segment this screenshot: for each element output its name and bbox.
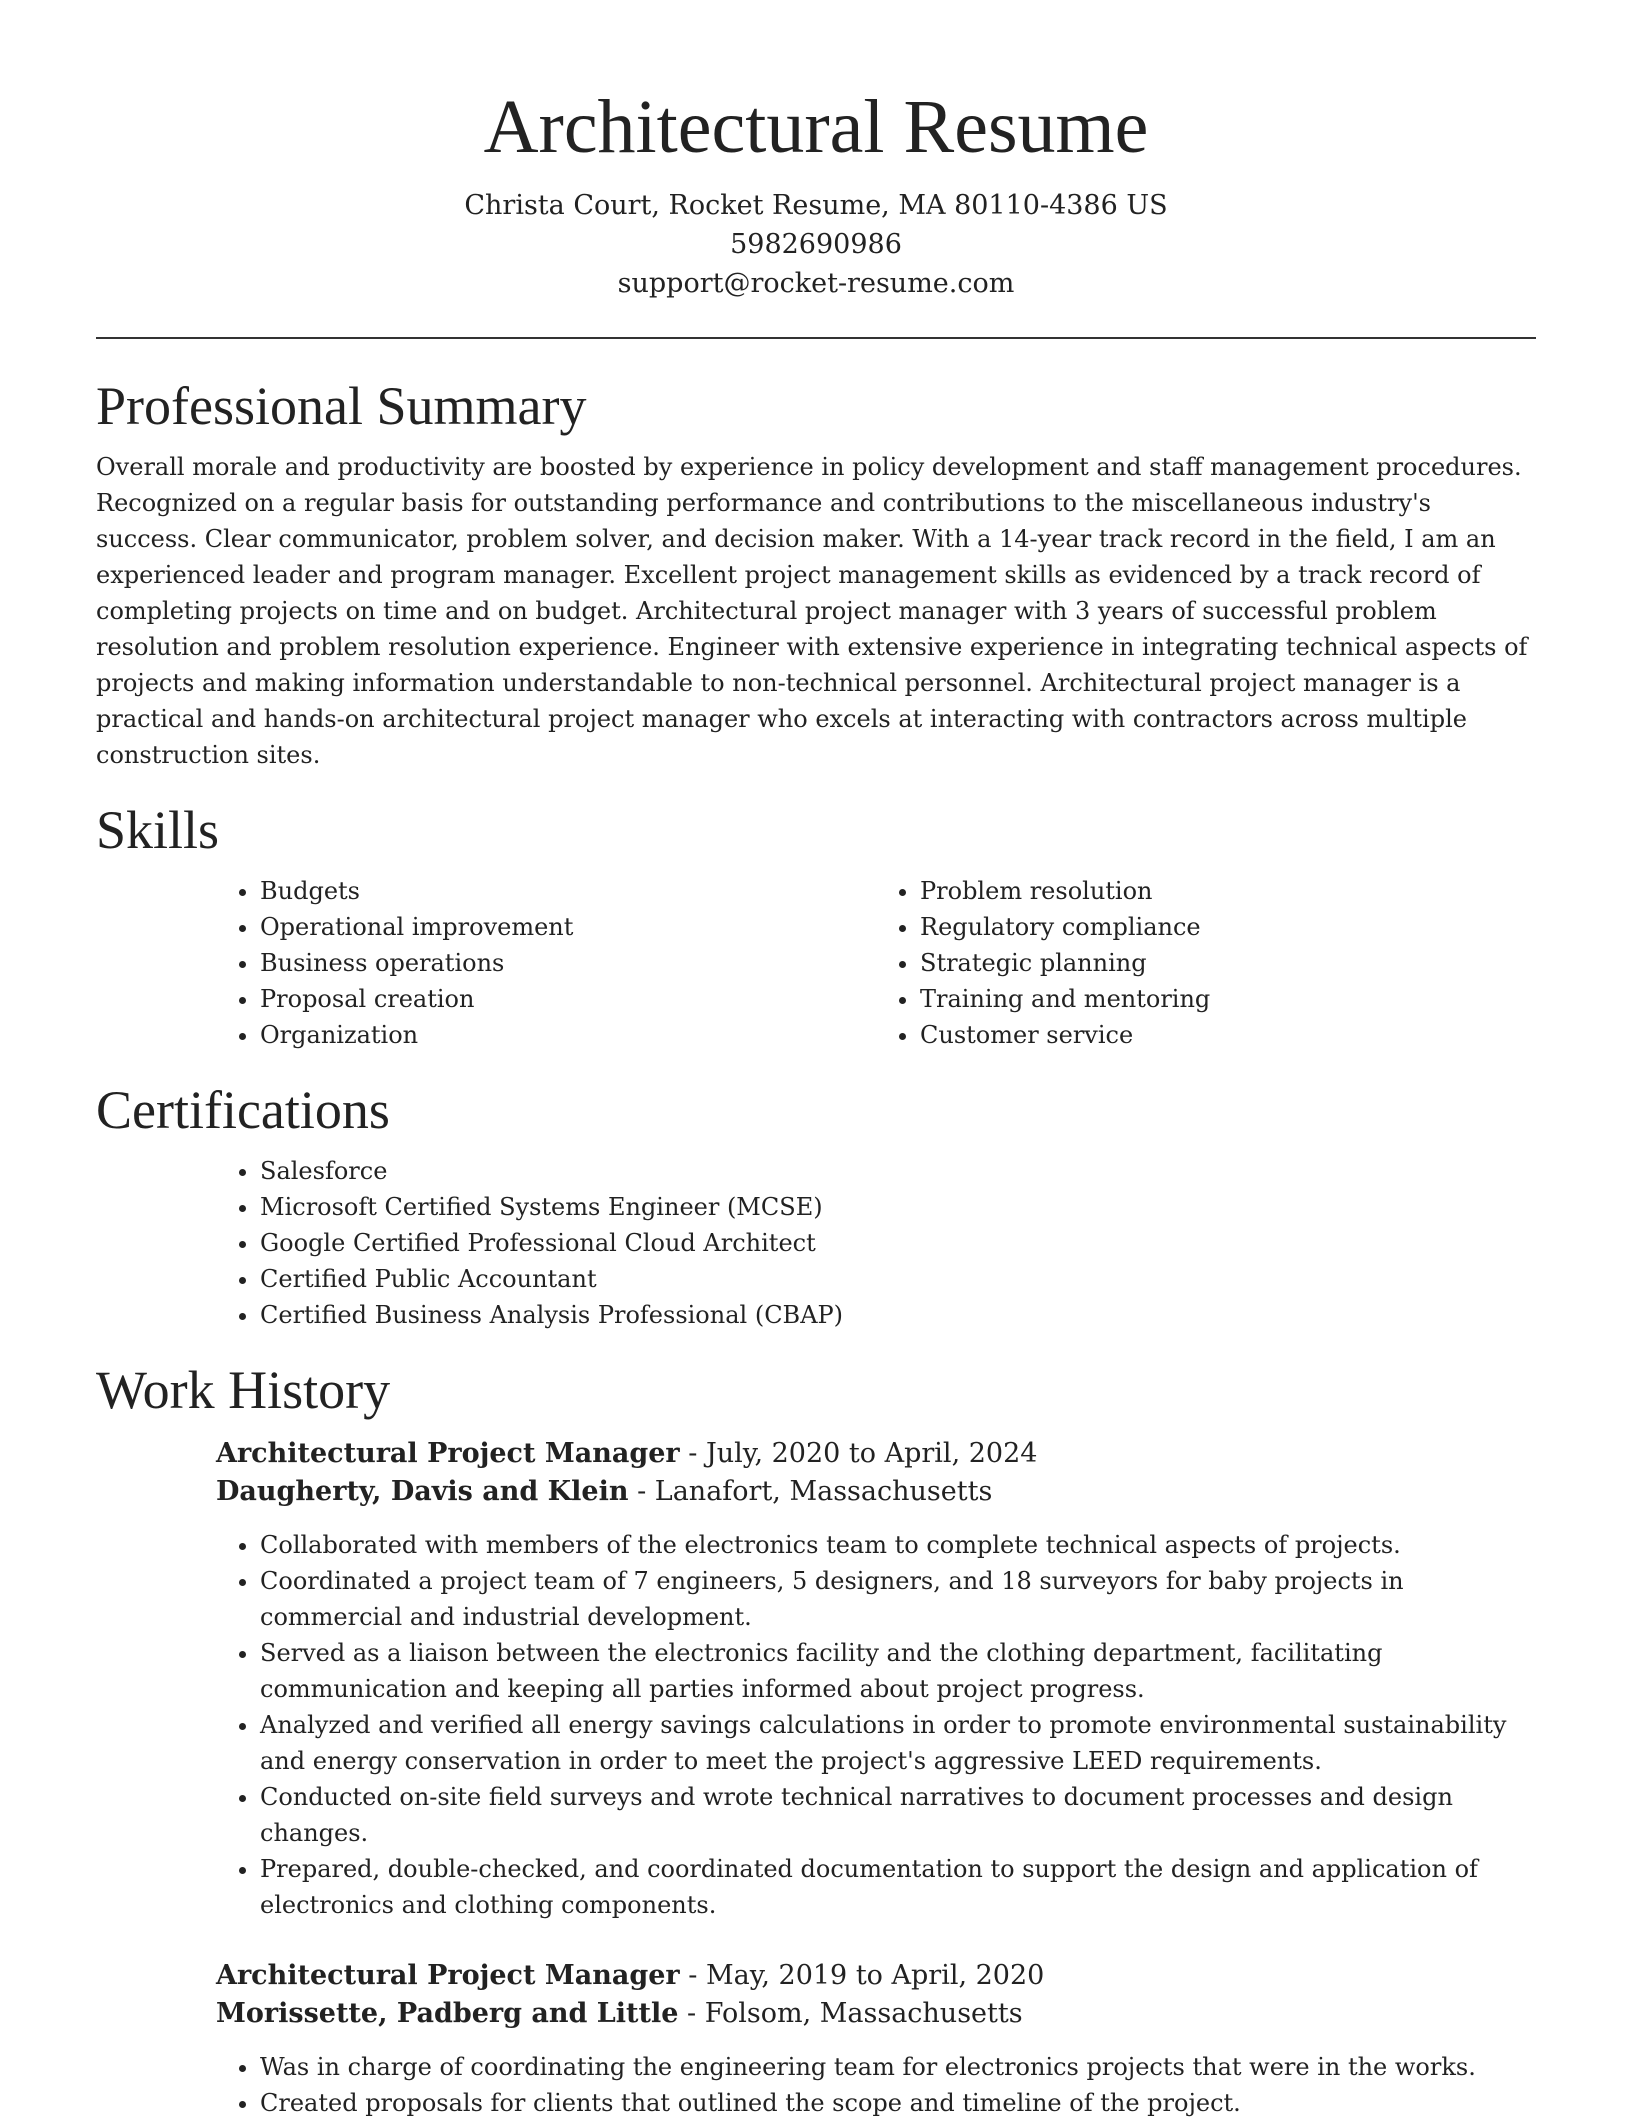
- skill-item: • Organization: [260, 1017, 876, 1053]
- job-role: Architectural Project Manager: [216, 1437, 680, 1469]
- job-location: - Lanafort, Massachusetts: [628, 1475, 993, 1507]
- header-divider: [96, 337, 1536, 339]
- job-dates: - May, 2019 to April, 2020: [679, 1959, 1045, 1991]
- job-bullet: • Prepared, double-checked, and coordinated documentation to support the design and application of electronics and clothing components.: [260, 1851, 1536, 1923]
- certifications-list: [216, 1153, 1536, 1333]
- job-entry: [216, 1435, 1536, 1923]
- skills-lists: [216, 873, 1536, 1053]
- certifications-heading: Certifications: [96, 1079, 390, 1140]
- certification-item: • Certified Business Analysis Professional (CBAP): [260, 1297, 1536, 1333]
- summary-heading: Professional Summary: [96, 375, 587, 436]
- contact-phone: 5982690986: [730, 228, 902, 260]
- document-title: Architectural Resume: [483, 85, 1149, 169]
- job-title-line: [216, 1957, 1536, 1995]
- job-bullets: [216, 1527, 1536, 1923]
- job-role: Architectural Project Manager: [216, 1959, 680, 1991]
- skills-section: [96, 799, 1536, 1053]
- skill-item: • Strategic planning: [920, 945, 1536, 981]
- job-company: Daugherty, Davis and Klein: [216, 1475, 629, 1507]
- job-company-line: [216, 1473, 1536, 1511]
- skill-item: • Training and mentoring: [920, 981, 1536, 1017]
- summary-text: Overall morale and productivity are boosted by experience in policy development and staff management procedures. Recognized on a regular basis for outstanding performance and contributions to the miscellaneous industry's success. Clear communicator, problem solver, and decision maker. With a 14-year track record in the field, I am an experienced leader and program manager. Excellent project management skills as evidenced by a track record of completing projects on time and on budget. Architectural project manager with 3 years of successful problem resolution and problem resolution experience. Engineer with extensive experience in integrating technical aspects of projects and making information understandable to non-technical personnel. Architectural project manager is a practical and hands-on architectural project manager who excels at interacting with contractors across multiple construction sites.: [96, 452, 1528, 769]
- job-bullet: • Coordinated a project team of 7 engineers, 5 designers, and 18 surveyors for baby projects in commercial and industrial development.: [260, 1563, 1536, 1635]
- job-dates: - July, 2020 to April, 2024: [679, 1437, 1038, 1469]
- skill-item: • Operational improvement: [260, 909, 876, 945]
- resume-header: [0, 0, 1632, 303]
- job-bullet: • Collaborated with members of the electronics team to complete technical aspects of projects.: [260, 1527, 1536, 1563]
- certification-item: • Salesforce: [260, 1153, 1536, 1189]
- contact-address: Christa Court, Rocket Resume, MA 80110-4386 US: [464, 189, 1168, 221]
- skill-item: • Business operations: [260, 945, 876, 981]
- skills-heading: Skills: [96, 799, 220, 860]
- job-company: Morissette, Padberg and Little: [216, 1997, 679, 2029]
- work-history-heading: Work History: [96, 1359, 391, 1420]
- skill-item: • Customer service: [920, 1017, 1536, 1053]
- job-bullet: • Analyzed and verified all energy savings calculations in order to promote environmental sustainability and energy conservation in order to meet the project's aggressive LEED requirements.: [260, 1707, 1536, 1779]
- skills-list-right: [876, 873, 1536, 1053]
- skill-item: • Problem resolution: [920, 873, 1536, 909]
- job-entry: [216, 1957, 1536, 2121]
- certification-item: • Google Certified Professional Cloud Architect: [260, 1225, 1536, 1261]
- certification-item: • Microsoft Certified Systems Engineer (MCSE): [260, 1189, 1536, 1225]
- job-bullet: • Served as a liaison between the electronics facility and the clothing department, facilitating communication and keeping all parties informed about project progress.: [260, 1635, 1536, 1707]
- job-bullet: • Created proposals for clients that outlined the scope and timeline of the project.: [260, 2085, 1536, 2121]
- skill-item: • Regulatory compliance: [920, 909, 1536, 945]
- contact-email: support@rocket-resume.com: [617, 267, 1015, 299]
- summary-section: [96, 375, 1536, 773]
- job-bullet: • Conducted on-site field surveys and wrote technical narratives to document processes and design changes.: [260, 1779, 1536, 1851]
- skill-item: • Proposal creation: [260, 981, 876, 1017]
- skills-list-left: [216, 873, 876, 1053]
- skill-item: • Budgets: [260, 873, 876, 909]
- certifications-section: [96, 1079, 1536, 1333]
- work-history-section: [96, 1359, 1536, 2121]
- job-company-line: [216, 1995, 1536, 2033]
- contact-info: [0, 186, 1632, 303]
- job-bullet: • Was in charge of coordinating the engineering team for electronics projects that were in the works.: [260, 2049, 1536, 2085]
- job-bullets: [216, 2049, 1536, 2121]
- certification-item: • Certified Public Accountant: [260, 1261, 1536, 1297]
- job-title-line: [216, 1435, 1536, 1473]
- job-location: - Folsom, Massachusetts: [678, 1997, 1023, 2029]
